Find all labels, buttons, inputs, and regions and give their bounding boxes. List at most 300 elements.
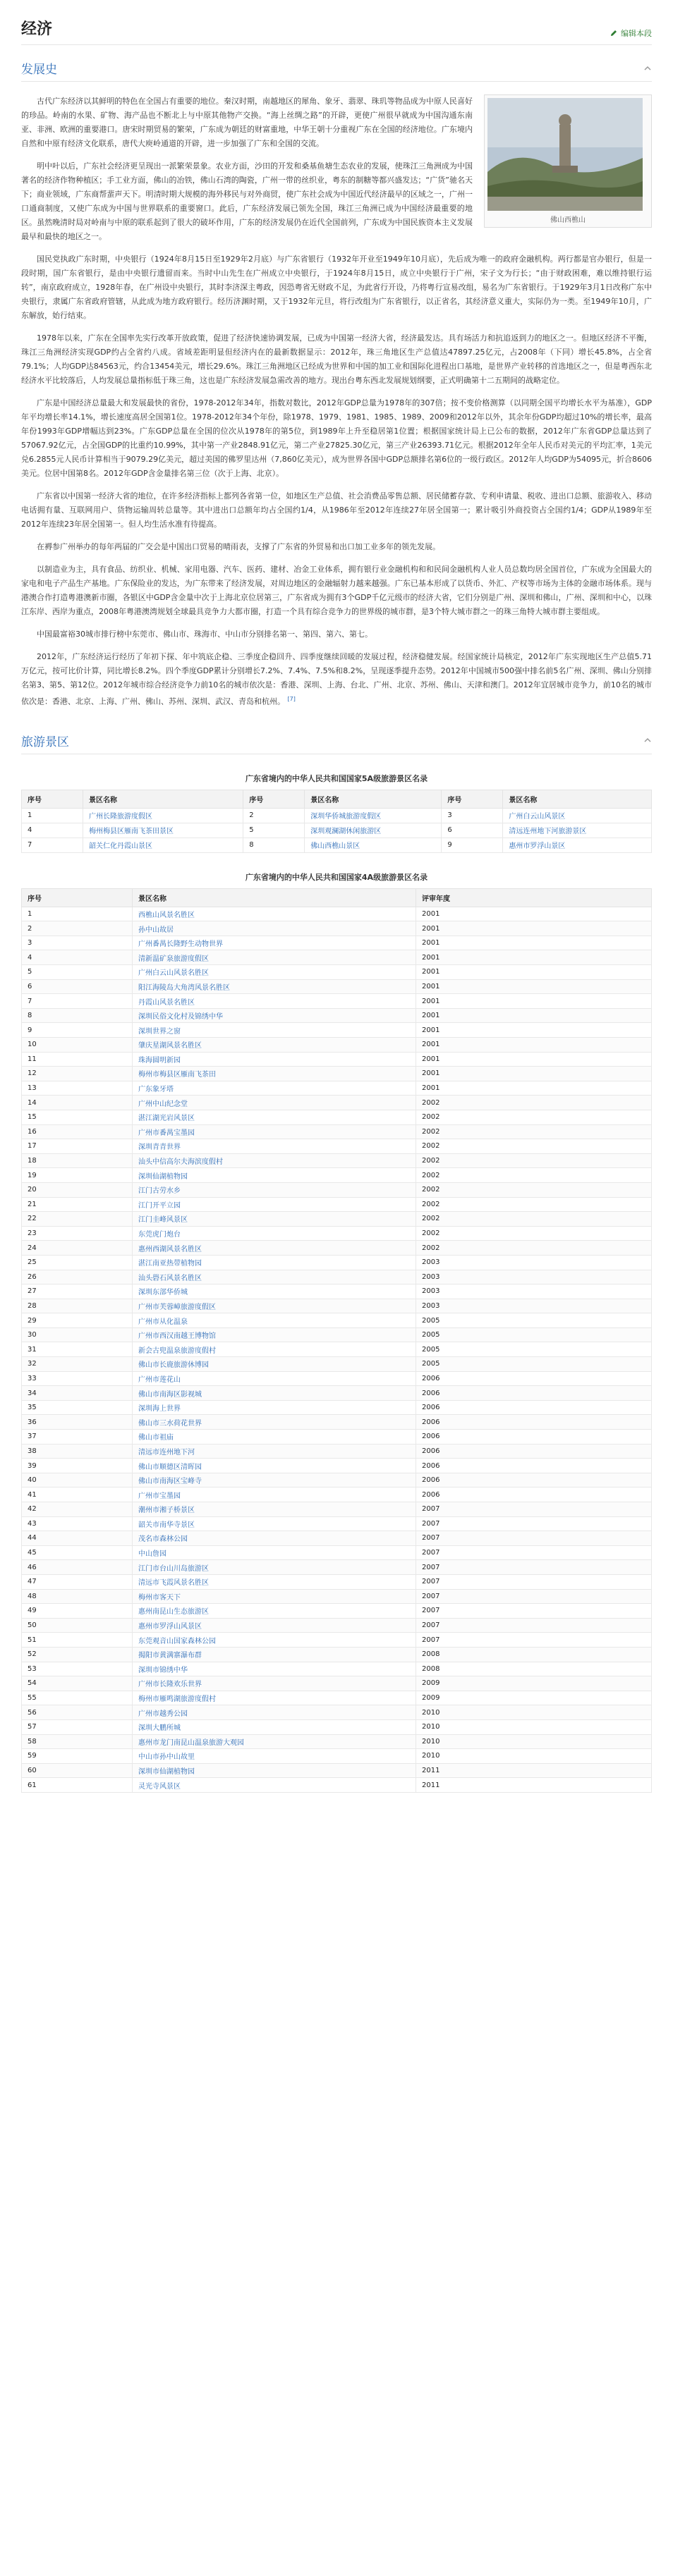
review-year: 2009 xyxy=(416,1676,652,1691)
history-paragraph: 在褥参广州举办的每年两届的广交会是中国出口贸易的晴雨表，支撑了广东省的外贸易和出口加工业多年的领先发展。 xyxy=(37,542,440,551)
row-number: 25 xyxy=(22,1255,133,1270)
table-row xyxy=(22,1516,652,1531)
page xyxy=(21,0,652,1793)
history-paragraph: 明中叶以后，广东社会经济更呈现出一派繁荣景象。农业方面，沙田的开发和桑基鱼塘生态农业的发展，使珠江三角洲成为中国著名的经济作物种植区；手工业方面，佛山的冶铁，佛山石湾的陶瓷，广州一带的丝织业，粤东的制糖等都兴盛发达；“广货”驰名天下；商业领域，广东商帮蜚声天下。明清时期大规模的海外移民与对外商贸，使广东社会成为中国近代经济最早的区域之一，广州一口通商制度，又使广东成为中国与世界联系的重要窗口。此后，广东经济发展已领先全国，珠江三角洲已成为中国经济最重要的地区。虽然晚清时局对岭南与中原的联系起到了很大的破坏作用，广东的经济发展仍在近代全国前列，广东成为中国民族资本主义发展最早和最快的地区之一。 xyxy=(21,161,473,241)
review-year: 2007 xyxy=(416,1545,652,1560)
table-row xyxy=(22,1371,652,1386)
table-row xyxy=(22,1415,652,1430)
table-row xyxy=(22,1618,652,1633)
review-year: 2002 xyxy=(416,1139,652,1154)
table-row xyxy=(22,1763,652,1778)
row-number: 36 xyxy=(22,1415,133,1430)
table-row xyxy=(22,1081,652,1096)
review-year: 2001 xyxy=(416,1038,652,1053)
row-number: 7 xyxy=(22,838,83,852)
table-row xyxy=(22,1212,652,1227)
scenic-area-link[interactable]: 湛江南亚热带植物园 xyxy=(133,1255,416,1270)
row-number: 11 xyxy=(22,1052,133,1067)
row-number: 56 xyxy=(22,1705,133,1720)
row-number: 5 xyxy=(22,965,133,980)
table-row xyxy=(22,1719,652,1734)
review-year: 2006 xyxy=(416,1473,652,1488)
row-number: 15 xyxy=(22,1110,133,1124)
scenic-area-link[interactable]: 深圳民俗文化村及锦绣中华 xyxy=(133,1008,416,1023)
table-row xyxy=(22,823,652,838)
review-year: 2002 xyxy=(416,1241,652,1256)
scenic-area-link[interactable]: 深圳仙湖植物园 xyxy=(133,1168,416,1183)
scenic-area-link[interactable]: 灵光寺风景区 xyxy=(133,1778,416,1793)
row-number: 61 xyxy=(22,1778,133,1793)
history-content xyxy=(21,82,652,718)
review-year: 2001 xyxy=(416,994,652,1009)
review-year: 2001 xyxy=(416,1067,652,1081)
tourism-section-header[interactable] xyxy=(21,728,652,754)
review-year: 2007 xyxy=(416,1604,652,1619)
review-year: 2001 xyxy=(416,1052,652,1067)
row-number: 23 xyxy=(22,1226,133,1241)
row-number: 19 xyxy=(22,1168,133,1183)
row-number: 50 xyxy=(22,1618,133,1633)
table-row xyxy=(22,1096,652,1110)
table-header-row xyxy=(22,790,652,808)
table-row xyxy=(22,1749,652,1764)
row-number: 48 xyxy=(22,1589,133,1604)
row-number: 1 xyxy=(22,808,83,823)
row-number: 34 xyxy=(22,1386,133,1401)
row-number: 8 xyxy=(22,1008,133,1023)
row-number: 4 xyxy=(22,823,83,838)
row-number: 57 xyxy=(22,1719,133,1734)
row-number: 6 xyxy=(442,823,503,838)
row-number: 42 xyxy=(22,1502,133,1517)
review-year: 2008 xyxy=(416,1647,652,1662)
review-year: 2010 xyxy=(416,1734,652,1749)
review-year: 2001 xyxy=(416,950,652,965)
scenic-area-link[interactable]: 佛山市南海区影视城 xyxy=(133,1386,416,1401)
column-header: 景区名称 xyxy=(133,888,416,907)
review-year: 2001 xyxy=(416,936,652,950)
scenic-area-link[interactable]: 东莞观音山国家森林公园 xyxy=(133,1633,416,1648)
table-row xyxy=(22,1647,652,1662)
scenic-area-link[interactable]: 广州市长隆欢乐世界 xyxy=(133,1676,416,1691)
review-year: 2001 xyxy=(416,1023,652,1038)
scenic-area-link[interactable]: 广州市莲花山 xyxy=(133,1371,416,1386)
table-row xyxy=(22,979,652,994)
table-row xyxy=(22,1313,652,1328)
table-row xyxy=(22,1589,652,1604)
xiqiao-mountain-photo[interactable] xyxy=(487,98,643,211)
row-number: 37 xyxy=(22,1430,133,1445)
review-year: 2010 xyxy=(416,1749,652,1764)
table-row xyxy=(22,1444,652,1459)
review-year: 2001 xyxy=(416,979,652,994)
chevron-up-icon[interactable] xyxy=(643,64,652,73)
figure-caption: 佛山西樵山 xyxy=(550,216,586,224)
row-number: 35 xyxy=(22,1400,133,1415)
row-number: 26 xyxy=(22,1270,133,1284)
table-5a xyxy=(21,790,652,853)
table-row xyxy=(22,907,652,921)
table-row xyxy=(22,1473,652,1488)
table-row xyxy=(22,838,652,852)
row-number: 22 xyxy=(22,1212,133,1227)
scenic-area-link[interactable]: 汕头礐石风景名胜区 xyxy=(133,1270,416,1284)
review-year: 2001 xyxy=(416,907,652,921)
row-number: 6 xyxy=(22,979,133,994)
scenic-area-link[interactable]: 阳江海陵岛大角湾风景名胜区 xyxy=(133,979,416,994)
review-year: 2007 xyxy=(416,1589,652,1604)
review-year: 2002 xyxy=(416,1226,652,1241)
review-year: 2002 xyxy=(416,1182,652,1197)
scenic-area-link[interactable]: 广州市从化温泉 xyxy=(133,1313,416,1328)
scenic-area-link[interactable]: 佛山市祖庙 xyxy=(133,1430,416,1445)
review-year: 2005 xyxy=(416,1342,652,1357)
scenic-area-link[interactable]: 西樵山风景名胜区 xyxy=(133,907,416,921)
review-year: 2002 xyxy=(416,1153,652,1168)
review-year: 2003 xyxy=(416,1255,652,1270)
review-year: 2003 xyxy=(416,1270,652,1284)
review-year: 2006 xyxy=(416,1400,652,1415)
scenic-area-link[interactable]: 江门市台山川岛旅游区 xyxy=(133,1560,416,1575)
scenic-area-link[interactable]: 深圳市仙湖植物园 xyxy=(133,1763,416,1778)
table-row xyxy=(22,1357,652,1372)
review-year: 2006 xyxy=(416,1430,652,1445)
row-number: 2 xyxy=(22,921,133,936)
table-row xyxy=(22,950,652,965)
row-number: 9 xyxy=(22,1023,133,1038)
review-year: 2007 xyxy=(416,1560,652,1575)
row-number: 52 xyxy=(22,1647,133,1662)
table-row xyxy=(22,1545,652,1560)
scenic-area-link[interactable]: 中山詹园 xyxy=(133,1545,416,1560)
review-year: 2001 xyxy=(416,921,652,936)
row-number: 30 xyxy=(22,1327,133,1342)
table-row xyxy=(22,1182,652,1197)
history-paragraph: 以制造业为主，具有食品、纺织业、机械、家用电器、汽车、医药、建材、冶金工业体系，拥有银行业金融机构和和民间金融机构人业人员总数均居全国首位，广东成为全国最大的家电和电子产品生产基地。广东保险业的发达，为广东带来了经济发展，对周边地区的金融辐射力越来越强。广东已基本形成了以货币、外汇、产权等市场为主体的金融市场体系。现与港澳合作打造粤港澳新市圈，各银区中GDP含金量中次于上海北京位居第三，广东省成为拥有3个GDP千亿元级市的经济大省，它们分别是广州、深圳和佛山，广州、深圳和中心，以珠江东岸、西岸为重点，2008年粤港澳湾规划全球最具竞争力大都市圈，打造一个具有综合竞争力的世界级的城市群，是3个特大城市群之一的珠三角特大城市群主要组成。 xyxy=(21,565,652,616)
history-paragraph xyxy=(21,650,652,709)
review-year: 2005 xyxy=(416,1313,652,1328)
history-paragraph: 国民党执政广东时期，中央银行（1924年8月15日至1929年2月底）与广东省银行（1932年开业至1949年10月底），先后成为唯一的政府金融机构。两行都是官办银行，但是一段时期，国广东省银行，是由中央银行遗留而来。当时中山先生在广州成立中央银行，于1924年8月15日，成立中央银行于广州，宋子文为行长；“由于财政困难，难以维持银行运转”，南京政府成立，1928年春，在广州设中央银行，其时李济深主粤政，因恐粤省无财政不足，为此省行开设，乃将粤行宣易改组，易名为广东省银行。于1929年3月1日改称广东中央银行，隶属广东省政府管辖，从此成为地方政府银行。经历济渊时期，又于1932年元旦，将行改组为广东省银行，以正省名，其经济意义重大，实际仍为一类。至1949年10月，广东解放，始行结束。 xyxy=(21,254,652,320)
table-row xyxy=(22,921,652,936)
review-year: 2006 xyxy=(416,1488,652,1502)
column-header: 评审年度 xyxy=(416,888,652,907)
review-year: 2002 xyxy=(416,1212,652,1227)
row-number: 5 xyxy=(243,823,305,838)
scenic-area-link[interactable]: 清远市飞霞风景名胜区 xyxy=(133,1574,416,1589)
scenic-area-link[interactable]: 江门开平立园 xyxy=(133,1197,416,1212)
review-year: 2002 xyxy=(416,1096,652,1110)
row-number: 43 xyxy=(22,1516,133,1531)
scenic-area-link[interactable]: 丹霞山风景名胜区 xyxy=(133,994,416,1009)
table-row xyxy=(22,1168,652,1183)
scenic-area-link[interactable]: 深圳青青世界 xyxy=(133,1139,416,1154)
scenic-area-link[interactable]: 广州白云山风景名胜区 xyxy=(133,965,416,980)
table-row xyxy=(22,1226,652,1241)
table-row xyxy=(22,1459,652,1473)
row-number: 40 xyxy=(22,1473,133,1488)
figure xyxy=(484,94,652,228)
review-year: 2006 xyxy=(416,1386,652,1401)
scenic-area-link[interactable]: 孙中山故居 xyxy=(133,921,416,936)
chevron-up-icon[interactable] xyxy=(643,736,652,744)
table-row xyxy=(22,1038,652,1053)
row-number: 31 xyxy=(22,1342,133,1357)
row-number: 1 xyxy=(22,907,133,921)
table-row xyxy=(22,1139,652,1154)
review-year: 2007 xyxy=(416,1531,652,1546)
history-section-title: 发展史 xyxy=(21,63,57,77)
table-row xyxy=(22,1023,652,1038)
review-year: 2002 xyxy=(416,1197,652,1212)
tourism-section-title: 旅游景区 xyxy=(21,735,69,749)
review-year: 2006 xyxy=(416,1371,652,1386)
row-number: 29 xyxy=(22,1313,133,1328)
row-number: 17 xyxy=(22,1139,133,1154)
scenic-area-link[interactable]: 广州市番禺宝墨园 xyxy=(133,1124,416,1139)
row-number: 20 xyxy=(22,1182,133,1197)
review-year: 2001 xyxy=(416,965,652,980)
table-row xyxy=(22,1691,652,1705)
scenic-area-link[interactable]: 潮州市湘子桥景区 xyxy=(133,1502,416,1517)
row-number: 46 xyxy=(22,1560,133,1575)
row-number: 24 xyxy=(22,1241,133,1256)
table-row xyxy=(22,1124,652,1139)
table-row xyxy=(22,1241,652,1256)
row-number: 4 xyxy=(22,950,133,965)
review-year: 2005 xyxy=(416,1357,652,1372)
row-number: 53 xyxy=(22,1662,133,1676)
row-number: 44 xyxy=(22,1531,133,1546)
review-year: 2003 xyxy=(416,1299,652,1313)
row-number: 2 xyxy=(243,808,305,823)
table-row xyxy=(22,965,652,980)
scenic-area-link[interactable]: 佛山市南海区宝峰寺 xyxy=(133,1473,416,1488)
row-number: 14 xyxy=(22,1096,133,1110)
review-year: 2011 xyxy=(416,1763,652,1778)
scenic-area-link[interactable]: 新会古兜温泉旅游度假村 xyxy=(133,1342,416,1357)
scenic-area-link[interactable]: 佛山市三水荷花世界 xyxy=(133,1415,416,1430)
scenic-area-link[interactable]: 深圳世界之窗 xyxy=(133,1023,416,1038)
history-paragraph: 1978年以来，广东在全国率先实行改革开放政策，促进了经济快速协调发展，已成为中国第一经济大省，经济最发达。具有场活力和抗追返到力的地区之一。但地区经济不平衡，珠江三角洲经济实现GDP约占全省约八成。省域差距明显但经济内在的最新数据显示：2012年，珠三角地区生产总值达47897.25亿元，占2008年（下同）增长45.8%，占全省79.1%；人均GDP达84563元，约合13454美元，增长29.6%。珠江三角洲地区已经成为世界和中国的加工业和国际化进程出口基地，是世界产业转移的首选地区之一，但是粤西东北经济水平比较落后，人均发展总量指标低于珠三角，这也是广东经济发展急需改善的地方。现出台粤东西北发展规划纲要，正式明确第十二五期间的战略定位。 xyxy=(21,333,652,385)
scenic-area-link[interactable]: 深圳市锦绣中华 xyxy=(133,1662,416,1676)
scenic-area-link[interactable]: 深圳东部华侨城 xyxy=(133,1284,416,1299)
review-year: 2007 xyxy=(416,1502,652,1517)
table-row xyxy=(22,1153,652,1168)
row-number: 13 xyxy=(22,1081,133,1096)
scenic-area-link[interactable]: 韶关仁化丹霞山景区 xyxy=(83,838,243,852)
table-row xyxy=(22,1284,652,1299)
table-row xyxy=(22,1604,652,1619)
table-row xyxy=(22,1386,652,1401)
row-number: 38 xyxy=(22,1444,133,1459)
column-header: 序号 xyxy=(22,888,133,907)
scenic-area-link[interactable]: 广州市宝墨园 xyxy=(133,1488,416,1502)
scenic-area-link[interactable]: 江门古劳水乡 xyxy=(133,1182,416,1197)
scenic-area-link[interactable]: 广州中山纪念堂 xyxy=(133,1096,416,1110)
scenic-area-link[interactable]: 深圳大鹏所城 xyxy=(133,1719,416,1734)
row-number: 49 xyxy=(22,1604,133,1619)
row-number: 58 xyxy=(22,1734,133,1749)
scenic-area-link[interactable]: 汕头中信高尔夫海滨度假村 xyxy=(133,1153,416,1168)
scenic-area-link[interactable]: 梅州市梅县区雁南飞茶田 xyxy=(133,1067,416,1081)
scenic-area-link[interactable]: 广州长隆旅游度假区 xyxy=(83,808,243,823)
table-row xyxy=(22,1430,652,1445)
review-year: 2009 xyxy=(416,1691,652,1705)
table-row xyxy=(22,994,652,1009)
page-header xyxy=(21,17,652,45)
scenic-area-link[interactable]: 惠州市罗浮山风景区 xyxy=(133,1618,416,1633)
scenic-area-link[interactable]: 清远市连州地下河 xyxy=(133,1444,416,1459)
scenic-area-link[interactable]: 广东象牙塔 xyxy=(133,1081,416,1096)
scenic-area-link[interactable]: 广州市西汉南越王博物馆 xyxy=(133,1327,416,1342)
table-row xyxy=(22,936,652,950)
review-year: 2005 xyxy=(416,1327,652,1342)
scenic-area-link[interactable]: 中山市孙中山故里 xyxy=(133,1749,416,1764)
column-header: 景区名称 xyxy=(305,790,442,808)
review-year: 2006 xyxy=(416,1444,652,1459)
scenic-area-link[interactable]: 清远连州地下河旅游景区 xyxy=(503,823,652,838)
edit-section-button[interactable] xyxy=(610,27,652,39)
table-row xyxy=(22,1255,652,1270)
history-paragraph: 古代广东经济以其鲜明的特色在全国占有重要的地位。秦汉时期，南越地区的犀角、象牙、翡翠、珠玑等物品成为中原人民喜好的珍品。岭南的水果、矿物、海产品也不断北上与中原其他物产交换。“海上丝绸之路”的开辟，更使广州很早就成为中国沟通东南亚、非洲、欧洲的重要港口。唐宋时期贸易的繁荣，广东成为朝廷的财富重地，中华王朝十分重视广东在全国的经济地位。广东境内自然和中原有经济文化联系，唐代大庾岭通道的开辟，进一步加强了广东和全国的交流。 xyxy=(21,97,473,148)
table-row xyxy=(22,1531,652,1546)
table-row xyxy=(22,1342,652,1357)
row-number: 45 xyxy=(22,1545,133,1560)
scenic-area-link[interactable]: 梅州梅县区雁南飞茶田景区 xyxy=(83,823,243,838)
column-header: 景区名称 xyxy=(503,790,652,808)
table-row xyxy=(22,1502,652,1517)
review-year: 2007 xyxy=(416,1633,652,1648)
table-row xyxy=(22,1327,652,1342)
table-row xyxy=(22,1574,652,1589)
table-row xyxy=(22,1270,652,1284)
row-number: 32 xyxy=(22,1357,133,1372)
table-row xyxy=(22,1488,652,1502)
scenic-area-link[interactable]: 肇庆星湖风景名胜区 xyxy=(133,1038,416,1053)
scenic-area-link[interactable]: 广州番禺长隆野生动物世界 xyxy=(133,936,416,950)
review-year: 2007 xyxy=(416,1618,652,1633)
scenic-area-link[interactable]: 东莞虎门炮台 xyxy=(133,1226,416,1241)
review-year: 2002 xyxy=(416,1124,652,1139)
table-5a-title: 广东省境内的中华人民共和国国家5A级旅游景区名录 xyxy=(245,773,428,783)
history-paragraph: 中国最富裕30城市排行榜中东莞市、佛山市、珠海市、中山市分别排名第一、第四、第六、第七。 xyxy=(37,630,372,639)
table-row xyxy=(22,1778,652,1793)
column-header: 序号 xyxy=(243,790,305,808)
row-number: 16 xyxy=(22,1124,133,1139)
scenic-area-link[interactable]: 清新温矿泉旅游度假区 xyxy=(133,950,416,965)
history-paragraph: 广东省以中国第一经济大省的地位，在许多经济指标上都列各省第一位，如地区生产总值、社会消费品零售总额、居民储蓄存款、专利申请量、税收、进出口总额、旅游收入、移动电话拥有量、互联网用户、货物运输周转总量等。其中进出口总额年均占全国约1/4，从1986年至2012年连续27年居全国第一；累计吸引外商投资占全国约1/4；GDP从1989年至2012年连续23年居全国第一。但人均生活水准有待提高。 xyxy=(21,491,652,529)
review-year: 2002 xyxy=(416,1110,652,1124)
scenic-area-link[interactable]: 揭阳市黄满寨瀑布群 xyxy=(133,1647,416,1662)
table-4a-title: 广东省境内的中华人民共和国国家4A级旅游景区名录 xyxy=(245,872,428,882)
table-row xyxy=(22,1705,652,1720)
scenic-area-link[interactable]: 深圳华侨城旅游度假区 xyxy=(305,808,442,823)
scenic-area-link[interactable]: 韶关市南华寺景区 xyxy=(133,1516,416,1531)
row-number: 60 xyxy=(22,1763,133,1778)
row-number: 7 xyxy=(22,994,133,1009)
table-row xyxy=(22,1197,652,1212)
column-header: 景区名称 xyxy=(83,790,243,808)
row-number: 47 xyxy=(22,1574,133,1589)
row-number: 51 xyxy=(22,1633,133,1648)
scenic-area-link[interactable]: 江门圭峰风景区 xyxy=(133,1212,416,1227)
table-header-row xyxy=(22,888,652,907)
scenic-area-link[interactable]: 深圳海上世界 xyxy=(133,1400,416,1415)
review-year: 2011 xyxy=(416,1778,652,1793)
reference-link[interactable]: [7] xyxy=(287,696,296,702)
table-row xyxy=(22,1067,652,1081)
table-row xyxy=(22,1052,652,1067)
scenic-area-link[interactable]: 佛山市长鹿旅游休博园 xyxy=(133,1357,416,1372)
review-year: 2001 xyxy=(416,1008,652,1023)
review-year: 2001 xyxy=(416,1081,652,1096)
scenic-area-link[interactable]: 深圳观澜湖休闲旅游区 xyxy=(305,823,442,838)
row-number: 54 xyxy=(22,1676,133,1691)
row-number: 9 xyxy=(442,838,503,852)
scenic-area-link[interactable]: 广州白云山风景区 xyxy=(503,808,652,823)
review-year: 2006 xyxy=(416,1415,652,1430)
table-row xyxy=(22,1662,652,1676)
row-number: 59 xyxy=(22,1749,133,1764)
scenic-area-link[interactable]: 惠州西湖风景名胜区 xyxy=(133,1241,416,1256)
scenic-area-link[interactable]: 惠州南昆山生态旅游区 xyxy=(133,1604,416,1619)
scenic-area-link[interactable]: 广州市芙蓉嶂旅游度假区 xyxy=(133,1299,416,1313)
table-row xyxy=(22,1008,652,1023)
table-row xyxy=(22,1560,652,1575)
row-number: 55 xyxy=(22,1691,133,1705)
row-number: 39 xyxy=(22,1459,133,1473)
review-year: 2007 xyxy=(416,1516,652,1531)
row-number: 27 xyxy=(22,1284,133,1299)
table-4a xyxy=(21,888,652,1793)
review-year: 2006 xyxy=(416,1459,652,1473)
scenic-area-link[interactable]: 惠州市罗浮山景区 xyxy=(503,838,652,852)
table-row xyxy=(22,808,652,823)
pencil-icon xyxy=(610,29,618,37)
scenic-area-link[interactable]: 佛山市顺德区清晖园 xyxy=(133,1459,416,1473)
page-title: 经济 xyxy=(21,20,53,38)
review-year: 2010 xyxy=(416,1719,652,1734)
row-number: 3 xyxy=(22,936,133,950)
history-section-header[interactable] xyxy=(21,55,652,82)
review-year: 2003 xyxy=(416,1284,652,1299)
table-row xyxy=(22,1633,652,1648)
table-row xyxy=(22,1676,652,1691)
table-row xyxy=(22,1110,652,1124)
scenic-area-link[interactable]: 惠州市龙门南昆山温泉旅游大观园 xyxy=(133,1734,416,1749)
scenic-area-link[interactable]: 茂名市森林公园 xyxy=(133,1531,416,1546)
row-number: 18 xyxy=(22,1153,133,1168)
row-number: 21 xyxy=(22,1197,133,1212)
history-paragraph-text: 2012年，广东经济运行经历了年初下探、年中筑底企稳、三季度企稳回升、四季度继续回暖的发展过程，经济稳健发展。经国家统计局核定，2012年广东实现地区生产总值5.71万亿元，按可比价计算，同比增长8.2%。四个季度GDP累计分别增长7.2%、7.4%、7.5%和8.2%，呈现逐季提升态势。2012年中国城市500强中排名前5名广州、深圳、佛山分别排名第3、第5、第12位。2012年城市综合经济竞争力前10名的城市依次是：香港、深圳、上海、台北、广州、北京、苏州、佛山、天津和澳门。2012年宜居城市竞争力，前10名的城市依次是：香港、北京、上海、广州、佛山、苏州、深圳、武汉、青岛和杭州。 xyxy=(21,652,652,706)
scenic-area-link[interactable]: 珠海圆明新园 xyxy=(133,1052,416,1067)
row-number: 28 xyxy=(22,1299,133,1313)
table-row xyxy=(22,1400,652,1415)
row-number: 33 xyxy=(22,1371,133,1386)
column-header: 序号 xyxy=(442,790,503,808)
row-number: 41 xyxy=(22,1488,133,1502)
scenic-area-link[interactable]: 梅州市客天下 xyxy=(133,1589,416,1604)
history-paragraph: 广东是中国经济总量最大和发展最快的省份，1978-2012年34年，指数对数比，2012年GDP总量为1978年的307倍；按不变价格测算（以同期全国平均增长水平为基准），GDP年平均增长率14.1%，增长速度高居全国第1位。1978-2012年34个年份，除1978、1979、1981、1985、1989、2009和2012年以外，其余年份GDP均超过10%的增长率，最高年份1993年GDP增幅达到23%。广东GDP总量在全国的位次从1978年的第5位，到1989年上升至稳居第1位置；根据国家统计局上已公布的数据，2012年广东省GDP总量达到了57067.92亿元，占全国GDP的比重约10.99%，其中第一产业2848.91亿元，第二产业27825.30亿元，第三产业26393.71亿元。根据2012年全年人民币对美元的平均汇率，1美元兑6.2855元人民币计算相当于9079.29亿美元，超过美国的佛罗里达州（7,860亿美元），成为世界各国中GDP总额排名第6位的一级行政区。2012年人均GDP为54095元，折合8606美元。位居中国第8名。2012年GDP含金量排名第三位（次于上海、北京）。 xyxy=(21,398,652,478)
table-row xyxy=(22,1299,652,1313)
review-year: 2007 xyxy=(416,1574,652,1589)
scenic-area-link[interactable]: 广州市越秀公园 xyxy=(133,1705,416,1720)
review-year: 2002 xyxy=(416,1168,652,1183)
scenic-area-link[interactable]: 梅州市雁鸣湖旅游度假村 xyxy=(133,1691,416,1705)
scenic-area-link[interactable]: 佛山西樵山景区 xyxy=(305,838,442,852)
scenic-area-link[interactable]: 湛江湖光岩风景区 xyxy=(133,1110,416,1124)
column-header: 序号 xyxy=(22,790,83,808)
